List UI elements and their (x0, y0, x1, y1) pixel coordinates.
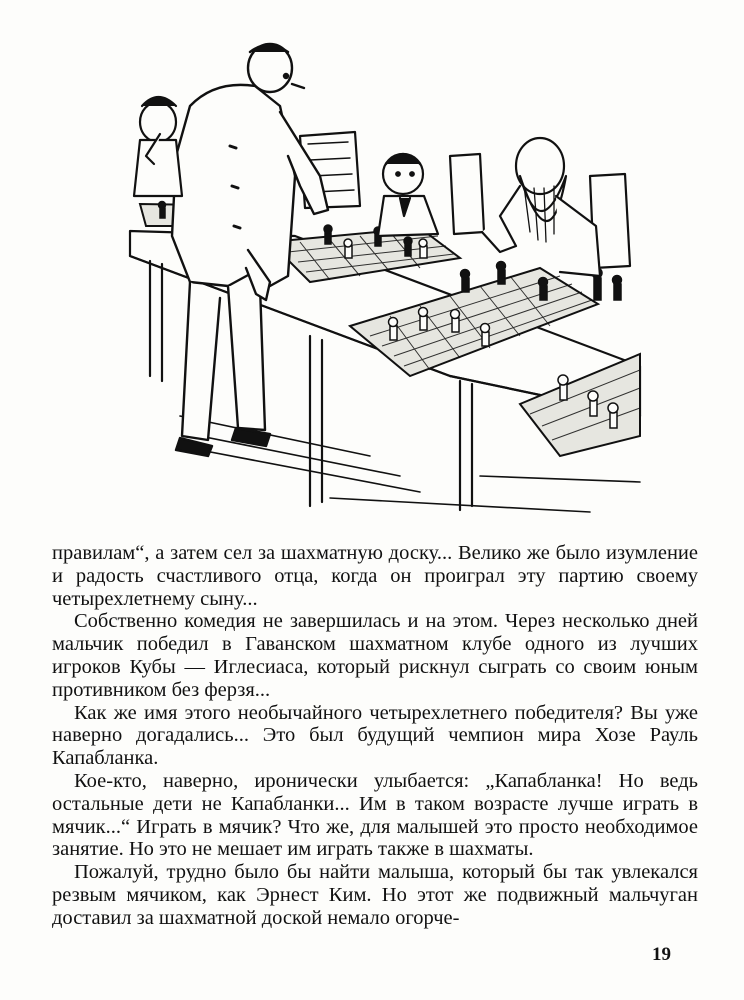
bearded-player-figure (482, 138, 600, 276)
paragraph-4: Кое-кто, наверно, иронически улыбается: „Капабланка! Но ведь остальные дети не Капабланки... Им в таком возрасте лучше играть в мячик...“ Играть в мячик? Что же, для малышей это просто необходимое занятие. Но это не мешает им играть также в шахматы. (52, 769, 698, 861)
seated-left-player-figure (134, 97, 182, 196)
illustration-drawing (120, 36, 650, 522)
paragraph-1: правилам“, а затем сел за шахматную доску... Велико же было изумление и радость счастливого отца, когда он проиграл эту партию своему четырехлетнему сыну... (52, 542, 698, 610)
child-player-figure (378, 154, 438, 236)
page-number: 19 (652, 944, 671, 965)
page-body-text (52, 542, 698, 930)
paragraph-2: Собственно комедия не завершилась и на этом. Через несколько дней мальчик победил в Гаванском шахматном клубе одного из лучших игроков Кубы — Иглесиаса, который рискнул сыграть со своим юным противником без ферзя... (52, 610, 698, 701)
chess-simul-illustration (120, 36, 650, 522)
paragraph-5: Пожалуй, трудно было бы найти малыша, который бы так увлекался резвым мячиком, как Эрнест Ким. Но этот же подвижный мальчуган доставил за шахматной доской немало огорче- (52, 861, 698, 929)
paragraph-3: Как же имя этого необычайного четырехлетнего победителя? Вы уже наверно догадались... Это был будущий чемпион мира Хозе Рауль Капабланка. (52, 701, 698, 770)
